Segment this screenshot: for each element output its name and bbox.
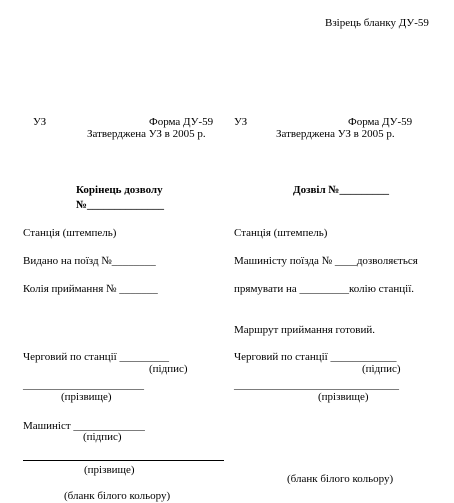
left-station: Станція (штемпель) xyxy=(23,227,117,239)
right-station: Станція (штемпель) xyxy=(234,227,328,239)
sample-title: Взірець бланку ДУ-59 xyxy=(325,17,429,29)
right-approved: Затверджена УЗ в 2005 р. xyxy=(276,128,395,140)
left-title-number: №______________ xyxy=(76,199,165,211)
right-driver-allowed: Машиністу поїзда № ____дозволяється xyxy=(234,255,418,267)
right-surname-caption: (прізвище) xyxy=(318,391,369,403)
right-proceed: прямувати на _________колію станції. xyxy=(234,283,415,295)
right-signature-caption: (підпис) xyxy=(362,363,401,375)
right-duty-officer: Черговий по станції ____________ xyxy=(234,351,397,363)
left-blank-color: (бланк білого кольору) xyxy=(64,490,171,502)
left-form-number: Форма ДУ-59 xyxy=(149,116,214,128)
left-driver-surname-caption: (прізвище) xyxy=(84,464,135,476)
left-signature-caption: (підпис) xyxy=(149,363,188,375)
left-org: УЗ xyxy=(33,116,47,128)
right-blank-color: (бланк білого кольору) xyxy=(287,473,394,485)
left-issued-train: Видано на поїзд №________ xyxy=(23,255,156,267)
left-track: Колія приймання № _______ xyxy=(23,283,158,295)
right-form-number: Форма ДУ-59 xyxy=(348,116,413,128)
left-duty-officer: Черговий по станції _________ xyxy=(23,351,169,363)
right-route-ready: Маршрут приймання готовий. xyxy=(234,324,376,336)
left-surname-line: ______________________ xyxy=(23,379,144,391)
right-title: Дозвіл №_________ xyxy=(293,184,389,196)
left-surname-caption: (прізвище) xyxy=(61,391,112,403)
left-title: Корінець дозволу xyxy=(76,184,163,196)
left-driver-surname-line xyxy=(23,460,224,461)
left-driver: Машиніст _____________ xyxy=(23,420,145,432)
right-surname-line: ______________________________ xyxy=(234,379,399,391)
right-org: УЗ xyxy=(234,116,248,128)
left-approved: Затверджена УЗ в 2005 р. xyxy=(87,128,206,140)
left-driver-signature-caption: (підпис) xyxy=(83,431,122,443)
